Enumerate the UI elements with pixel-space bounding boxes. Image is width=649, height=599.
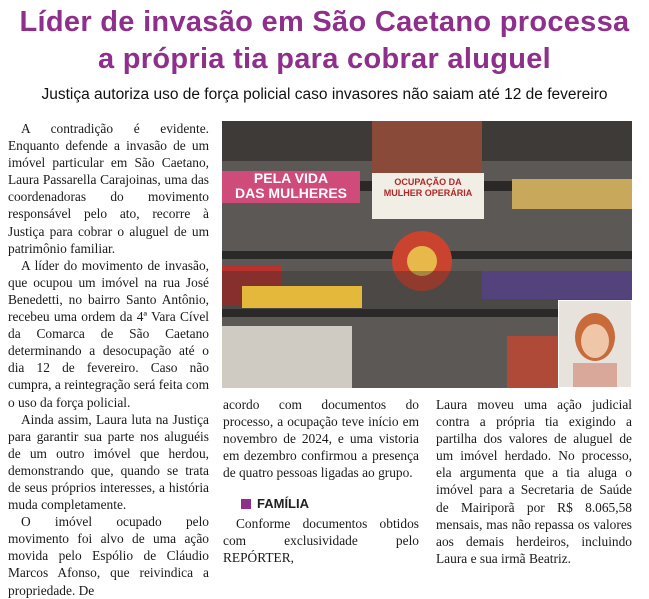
section-marker-icon xyxy=(241,499,251,509)
section-title: FAMÍLIA xyxy=(257,496,309,512)
portrait-photo xyxy=(559,301,631,387)
article-column-3 xyxy=(436,396,632,567)
banner-ocupacao: OCUPAÇÃO DA MULHER OPERÁRIA xyxy=(383,177,473,198)
paragraph: A líder do movimento de invasão, que ocupou um imóvel na rua José Benedetti, no bairro Santo Antônio, recebeu uma ordem da 4ª Vara Cível da Comarca de São Caetano determinando a desocupação até o dia 12 de fevereiro. Caso não cumpra, a reintegração será feita com o uso da força policial. xyxy=(8,257,209,410)
paragraph: Ainda assim, Laura luta na Justiça para garantir sua parte nos aluguéis de um outro imóvel que herdou, demonstrando que, quando se trata de seus próprios interesses, a história muda completamente. xyxy=(8,411,209,513)
paragraph: A contradição é evidente. Enquanto defende a invasão de um imóvel particular em São Caetano, Laura Passarella Carajoinas, uma das coordenadoras do movimento responsável pelo ato, recorre à Justiça para cobrar o aluguel de um patrimônio familiar. xyxy=(8,121,209,256)
section-heading xyxy=(241,495,419,512)
headline-line-2: a própria tia para cobrar aluguel xyxy=(97,43,552,75)
portrait-inset xyxy=(558,300,632,388)
paragraph: O imóvel ocupado pelo movimento foi alvo de uma ação movida pelo Espólio de Cláudio Marcos Afonso, que reivindica a propriedade. De xyxy=(8,514,209,598)
article-photo xyxy=(222,121,632,388)
subheadline: Justiça autoriza uso de força policial caso invasores não saiam até 12 de fevereiro xyxy=(41,86,608,103)
article-column-2 xyxy=(223,396,419,566)
paragraph: Conforme documentos obtidos com exclusividade pelo REPÓRTER, xyxy=(223,515,419,565)
headline xyxy=(0,4,649,78)
paragraph: Laura moveu uma ação judicial contra a própria tia exigindo a partilha dos valores de aluguel de um imóvel herdado. No processo, ela argumenta que a tia aluga o imóvel para a Secretaria de Saúde de Mairiporã por R$ 8.065,58 mensais, mas não repassa os valores aos demais herdeiros, incluindo Laura e sua irmã Beatriz. xyxy=(436,397,632,566)
headline-line-1: Líder de invasão em São Caetano processa xyxy=(19,6,630,38)
paragraph: acordo com documentos do processo, a ocupação teve início em novembro de 2024, e uma vistoria em dezembro confirmou a presença de quatro pessoas ligadas ao grupo. xyxy=(223,397,419,481)
article-column-1 xyxy=(8,120,209,599)
banner-pela-vida: PELA VIDA DAS MULHERES xyxy=(234,170,347,201)
